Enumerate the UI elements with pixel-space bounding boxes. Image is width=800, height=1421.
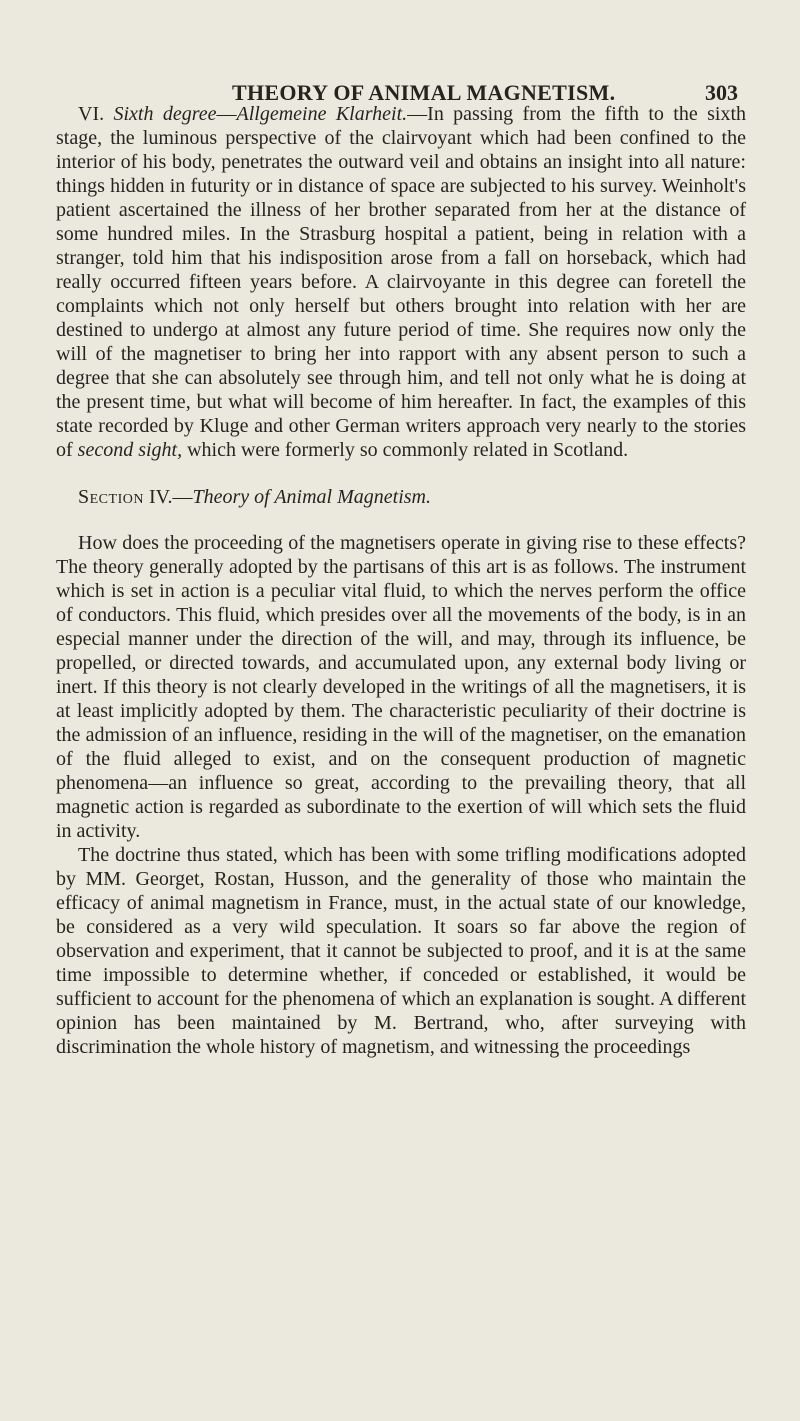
section-title: Theory of Animal Magnetism. [192,486,431,508]
paragraph-sixth-degree [56,102,746,462]
section-dash: — [172,486,193,508]
section-label: Section [78,486,144,508]
degree-numeral: VI. [78,103,105,125]
paragraph-text: —In passing from the fifth to the sixth stage, the luminous perspective of the clairvoyant which had been confined to the interior of his body, penetrates the outward veil and obtains an insight into all nature: things hidden in futurity or in distance of space are subjected to his survey. Weinholt's patient ascertained the illness of her brother separated from her at the distance of some hundred miles. In the Strasburg hospital a patient, being in relation with a stranger, told him that his indisposition arose from a fall on horseback, which had really occurred fifteen years before. A clairvoyante in this degree can foretell the complaints which not only herself but others brought into relation with her are destined to undergo at almost any future period of time. She requires now only the will of the magnetiser to bring her into rapport with any absent person to such a degree that she can absolutely see through him, and tell not only what he is doing at the present time, but what will become of him hereafter. In fact, the examples of this state recorded by Kluge and other German writers approach very nearly to the stories of [56,103,746,461]
section-number: IV. [148,486,173,508]
paragraph-theory: How does the proceeding of the magnetisers operate in giving rise to these effects? The theory generally adopted by the partisans of this art is as follows. The instrument which is set in action is a peculiar vital fluid, to which the nerves perform the office of conductors. This fluid, which presides over all the movements of the body, is in an especial manner under the direction of the will, and may, through its influence, be propelled, or directed towards, and accumulated upon, any external body living or inert. If this theory is not clearly developed in the writings of all the magnetisers, it is at least implicitly adopted by them. The characteristic peculiarity of their doctrine is the admission of an influence, residing in the will of the magnetiser, on the emanation of the fluid alleged to exist, and on the consequent production of magnetic phenomena—an influence so great, according to the prevailing theory, that all magnetic action is regarded as subordinate to the exertion of will which sets the fluid in activity. [56,532,746,842]
degree-german-term: Allgemeine Klarheit. [236,103,408,125]
running-title: THEORY OF ANIMAL MAGNETISM. [232,80,616,105]
degree-dash: — [216,103,237,125]
degree-title: Sixth degree [113,103,217,125]
section-heading [56,485,746,509]
page-number: 303 [705,80,738,105]
paragraph-doctrine: The doctrine thus stated, which has been with some trifling modifications adopted by MM. Georget, Rostan, Husson, and the generality of those who maintain the efficacy of animal magnetism in France, must, in the actual state of our knowledge, be considered as a very wild speculation. It soars so far above the region of observation and experiment, that it cannot be subjected to proof, and it is at the same time impossible to determine whether, if conceded or established, it would be sufficient to account for the phenomena of which an explanation is sought. A different opinion has been maintained by M. Bertrand, who, after surveying with discrimination the whole history of magnetism, and witnessing the proceedings [56,844,746,1058]
emphasis-second-sight: second sight, [77,439,183,461]
paragraph-tail: which were formerly so commonly related in Scotland. [182,439,629,461]
body-text [56,102,746,1059]
